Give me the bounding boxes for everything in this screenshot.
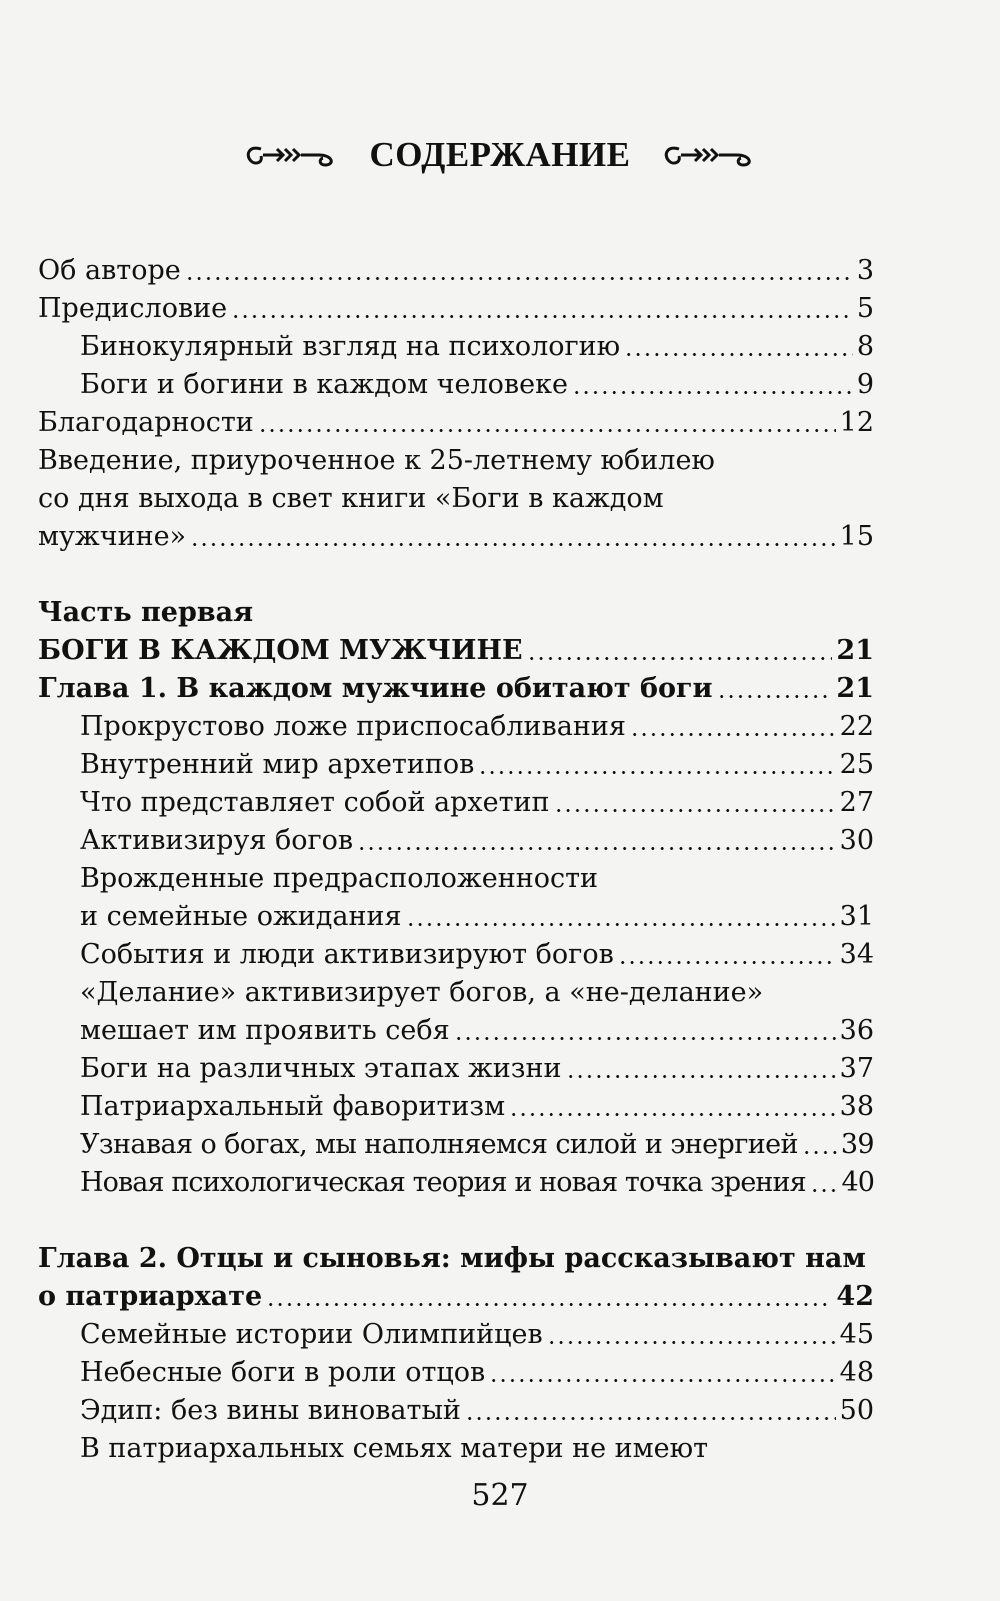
toc-entry[interactable] [38, 518, 874, 556]
toc-entry-title: Небесные боги в роли отцов [80, 1357, 486, 1388]
toc-entry-page: 36 [839, 1015, 874, 1046]
toc-entry-page: 40 [841, 1167, 874, 1198]
toc-entry-page: 9 [856, 369, 874, 400]
toc-entry-page: 37 [839, 1053, 874, 1084]
toc-subentry[interactable] [38, 822, 874, 860]
toc-entry-line: Врожденные предрасположенности [80, 863, 599, 894]
part-title: БОГИ В КАЖДОМ МУЖЧИНЕ [38, 635, 523, 666]
toc-entry-title: Активизируя богов [80, 825, 354, 856]
dot-leader [509, 1113, 836, 1116]
chapter-entry[interactable] [38, 1278, 874, 1316]
toc-entry-title: Об авторе [38, 255, 181, 286]
dot-leader [190, 543, 836, 546]
dot-leader [357, 847, 836, 850]
toc-entry-title: Новая психологическая теория и новая точка зрения [80, 1167, 806, 1198]
toc-entry-page: 42 [836, 1281, 874, 1312]
toc-subentry[interactable] [38, 366, 874, 404]
toc-entry-title: Внутренний мир архетипов [80, 749, 475, 780]
dot-leader [231, 315, 853, 318]
toc-entry-page: 21 [836, 635, 874, 666]
chapter-title: о патриархате [38, 1281, 263, 1312]
toc-entry-page: 5 [856, 293, 874, 324]
dot-leader [630, 733, 836, 736]
contents-heading [0, 135, 1000, 175]
toc-entry-page: 38 [839, 1091, 874, 1122]
dot-leader [624, 353, 853, 356]
dot-leader [810, 1189, 838, 1192]
toc-entry-title: Что представляет собой архетип [80, 787, 550, 818]
chapter-title: Глава 1. В каждом мужчине обитают боги [38, 673, 713, 704]
table-of-contents [38, 252, 874, 1468]
toc-entry-page: 27 [839, 787, 874, 818]
toc-entry[interactable] [38, 252, 874, 290]
dot-leader [185, 277, 853, 280]
toc-entry-title: Узнавая о богах, мы наполняемся силой и энергией [80, 1129, 798, 1160]
dot-leader [266, 1303, 832, 1306]
page-title: СОДЕРЖАНИЕ [369, 135, 631, 174]
toc-entry-title: Прокрустово ложе приспосабливания [80, 711, 626, 742]
right-ornament-icon [659, 141, 759, 169]
dot-leader [802, 1151, 837, 1154]
toc-entry-page: 30 [839, 825, 874, 856]
toc-entry-title: Предисловие [38, 293, 228, 324]
toc-entry-page: 12 [839, 407, 874, 438]
chapter-entry[interactable] [38, 670, 874, 708]
dot-leader [527, 657, 833, 660]
toc-entry-page: 25 [839, 749, 874, 780]
toc-entry-page: 8 [856, 331, 874, 362]
toc-entry-title: События и люди активизируют богов [80, 939, 614, 970]
toc-entry-page: 45 [839, 1319, 874, 1350]
toc-entry-line: со дня выхода в свет книги «Боги в каждом [38, 483, 664, 514]
dot-leader [566, 1075, 836, 1078]
toc-subentry[interactable] [38, 328, 874, 366]
dot-leader [465, 1417, 836, 1420]
part-entry[interactable] [38, 632, 874, 670]
dot-leader [572, 391, 853, 394]
toc-entry-line: «Делание» активизирует богов, а «не-делание» [80, 977, 764, 1008]
toc-subentry[interactable] [38, 1050, 874, 1088]
toc-subentry[interactable] [38, 746, 874, 784]
toc-entry-line: В патриархальных семьях матери не имеют [80, 1433, 709, 1464]
toc-entry-title: Боги и богини в каждом человеке [80, 369, 568, 400]
toc-entry-title: Эдип: без вины виноватый [80, 1395, 461, 1426]
chapter-title-line: Глава 2. Отцы и сыновья: мифы рассказывают нам [38, 1243, 866, 1274]
toc-entry-page: 34 [839, 939, 874, 970]
toc-subentry[interactable] [38, 784, 874, 822]
dot-leader [406, 923, 836, 926]
toc-entry-page: 31 [839, 901, 874, 932]
toc-subentry[interactable] [38, 1126, 874, 1164]
toc-subentry[interactable] [38, 1164, 874, 1202]
left-ornament-icon [241, 141, 341, 169]
toc-entry-page: 22 [839, 711, 874, 742]
toc-subentry[interactable] [38, 1088, 874, 1126]
toc-entry-title: мужчине» [38, 521, 187, 552]
toc-entry-page: 3 [856, 255, 874, 286]
toc-entry-title: Благодарности [38, 407, 254, 438]
toc-subentry[interactable] [38, 1392, 874, 1430]
toc-subentry[interactable] [38, 936, 874, 974]
toc-entry-title: Боги на различных этапах жизни [80, 1053, 562, 1084]
toc-entry-page: 15 [839, 521, 874, 552]
toc-subentry[interactable] [38, 1012, 874, 1050]
dot-leader [547, 1341, 836, 1344]
toc-subentry[interactable] [38, 1354, 874, 1392]
part-label: Часть первая [38, 597, 254, 628]
dot-leader [454, 1037, 836, 1040]
page-number: 527 [471, 1478, 529, 1513]
toc-subentry[interactable] [38, 708, 874, 746]
toc-entry-page: 48 [839, 1357, 874, 1388]
dot-leader [478, 771, 835, 774]
toc-entry-title: Бинокулярный взгляд на психологию [80, 331, 621, 362]
dot-leader [554, 809, 836, 812]
dot-leader [489, 1379, 835, 1382]
toc-subentry[interactable] [38, 1316, 874, 1354]
toc-entry-title: Семейные истории Олимпийцев [80, 1319, 543, 1350]
toc-entry-page: 21 [836, 673, 874, 704]
dot-leader [717, 695, 833, 698]
toc-entry-title: мешает им проявить себя [80, 1015, 450, 1046]
toc-entry[interactable] [38, 404, 874, 442]
toc-entry-page: 50 [839, 1395, 874, 1426]
toc-subentry[interactable] [38, 898, 874, 936]
dot-leader [258, 429, 836, 432]
toc-entry-page: 39 [840, 1129, 874, 1160]
toc-entry-title: и семейные ожидания [80, 901, 402, 932]
toc-entry-title: Патриархальный фаворитизм [80, 1091, 506, 1122]
toc-entry[interactable] [38, 290, 874, 328]
toc-entry-line: Введение, приуроченное к 25-летнему юбилею [38, 445, 715, 476]
dot-leader [618, 961, 836, 964]
